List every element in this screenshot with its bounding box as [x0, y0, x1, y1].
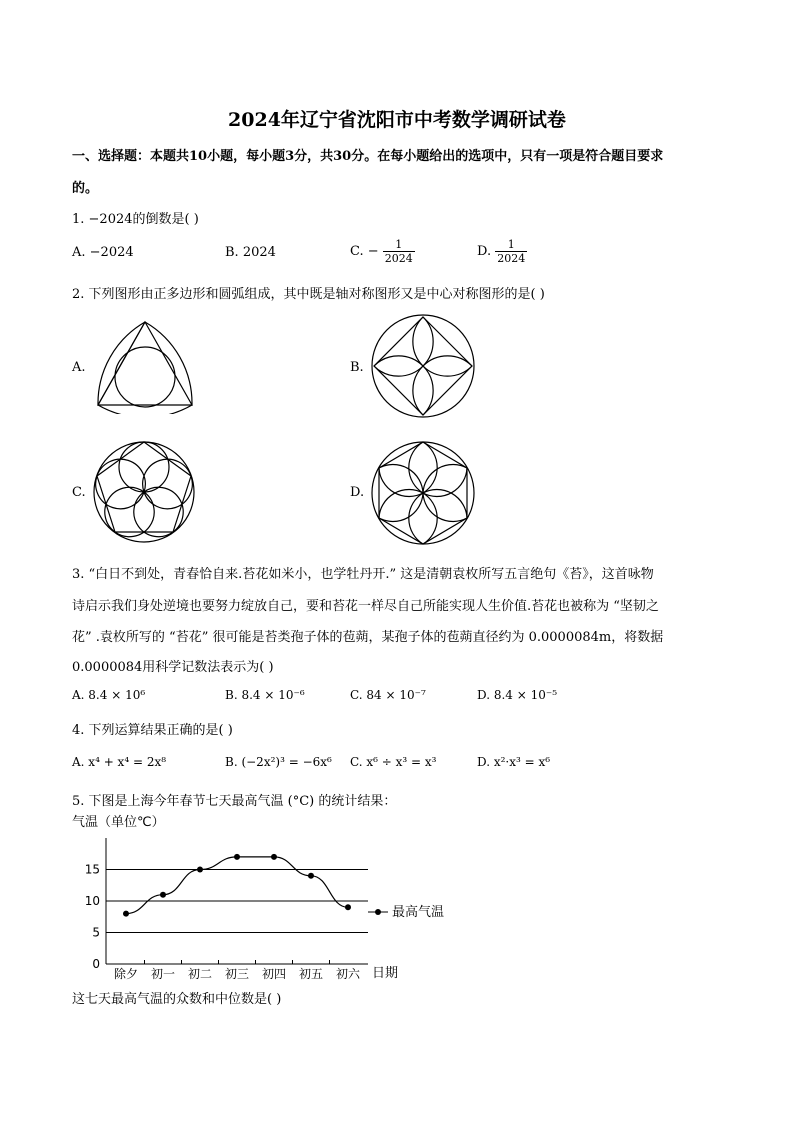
q2-label-d: D. [350, 485, 365, 500]
section-header-cont: 的。 [72, 181, 99, 196]
q2-figure-c [92, 440, 196, 544]
data-point [345, 904, 351, 910]
data-point [234, 854, 240, 860]
chart-ylabel: 气温（单位℃） [72, 815, 165, 830]
data-point [160, 892, 166, 898]
chart-ytick-label: 15 [84, 862, 100, 877]
q4-option-c: C. x⁶ ÷ x³ = x³ [350, 755, 437, 769]
q3-line2: 诗启示我们身处逆境也要努力绽放自己，要和苔花一样尽自己所能实现人生价值.苔花也被称为 “坚韧之 [72, 599, 659, 614]
q1-option-d [477, 238, 527, 265]
data-point [197, 867, 203, 873]
chart-ytick-label: 10 [84, 894, 100, 908]
q3-line1: 3. “白日不到处，青春恰自来.苔花如米小，也学牡丹开.” 这是清朝袁枚所写五言绝句《苔》，这首咏物 [72, 567, 654, 582]
q2-figure-a [92, 318, 198, 414]
data-point [123, 911, 129, 917]
chart-xtick-label: 初五 [298, 967, 324, 981]
data-point [308, 873, 314, 879]
q1-option-c-label: C. − [350, 244, 379, 259]
chart-ytick-label: 5 [92, 925, 100, 940]
legend-label: 最高气温 [392, 905, 445, 920]
chart-xtick-label: 初六 [335, 967, 361, 981]
q3-line4: 0.0000084用科学记数法表示为( ) [72, 660, 274, 675]
q5-stem: 5. 下图是上海今年春节七天最高气温 (°C) 的统计结果： [72, 794, 397, 809]
q1-option-a: A. −2024 [72, 245, 134, 260]
q1-option-d-fraction: $\frac{1}{2024}$ [497, 238, 526, 265]
q4-stem: 4. 下列运算结果正确的是( ) [72, 723, 233, 738]
q2-figure-b [370, 313, 476, 419]
q3-line3: 花” .袁枚所写的 “苔花” 很可能是苔类孢子体的苞蒴，某孢子体的苞蒴直径约为 0.0000084m，将数据 [72, 630, 664, 645]
q2-stem: 2. 下列图形由正多边形和圆弧组成，其中既是轴对称图形又是中心对称图形的是( ) [72, 287, 545, 302]
q1-option-b: B. 2024 [225, 245, 276, 260]
q3-option-b: B. 8.4 × 10⁻⁶ [225, 688, 305, 702]
q4-option-b: B. (−2x²)³ = −6x⁶ [225, 755, 332, 769]
chart-xtick-label: 初二 [187, 967, 213, 981]
q2-label-b: B. [350, 360, 364, 375]
chart-xtick-label: 除夕 [113, 967, 139, 981]
q4-option-a: A. x⁴ + x⁴ = 2x⁸ [72, 755, 167, 769]
q2-figure-d [370, 440, 476, 546]
q5-question: 这七天最高气温的众数和中位数是( ) [72, 992, 282, 1007]
page-title: 2024年辽宁省沈阳市中考数学调研试卷 [228, 109, 566, 131]
q3-option-c: C. 84 × 10⁻⁷ [350, 688, 426, 702]
q1-stem: 1. −2024的倒数是( ) [72, 212, 199, 227]
series-line [126, 857, 348, 914]
chart-legend [368, 904, 444, 920]
chart-xlabel: 日期 [372, 966, 399, 981]
chart-ytick-label: 0 [92, 957, 100, 971]
chart-xtick-label: 初三 [224, 967, 250, 981]
q1-option-d-label: D. [477, 244, 496, 259]
section-header: 一、选择题：本题共10小题，每小题3分，共30分。在每小题给出的选项中，只有一项是符合题目要求 [72, 149, 664, 164]
data-point [271, 854, 277, 860]
q3-option-a: A. 8.4 × 10⁶ [72, 688, 146, 702]
chart-xtick-label: 初一 [150, 967, 176, 981]
q2-label-a: A. [72, 360, 86, 375]
q4-option-d: D. x²·x³ = x⁶ [477, 755, 551, 769]
q2-label-c: C. [72, 485, 86, 500]
chart-xtick-label: 初四 [261, 967, 287, 981]
q1-option-c-fraction: $\frac{1}{2024}$ [384, 238, 413, 265]
temperature-chart [66, 808, 466, 988]
q1-option-c [350, 238, 415, 265]
q3-option-d: D. 8.4 × 10⁻⁵ [477, 688, 558, 702]
